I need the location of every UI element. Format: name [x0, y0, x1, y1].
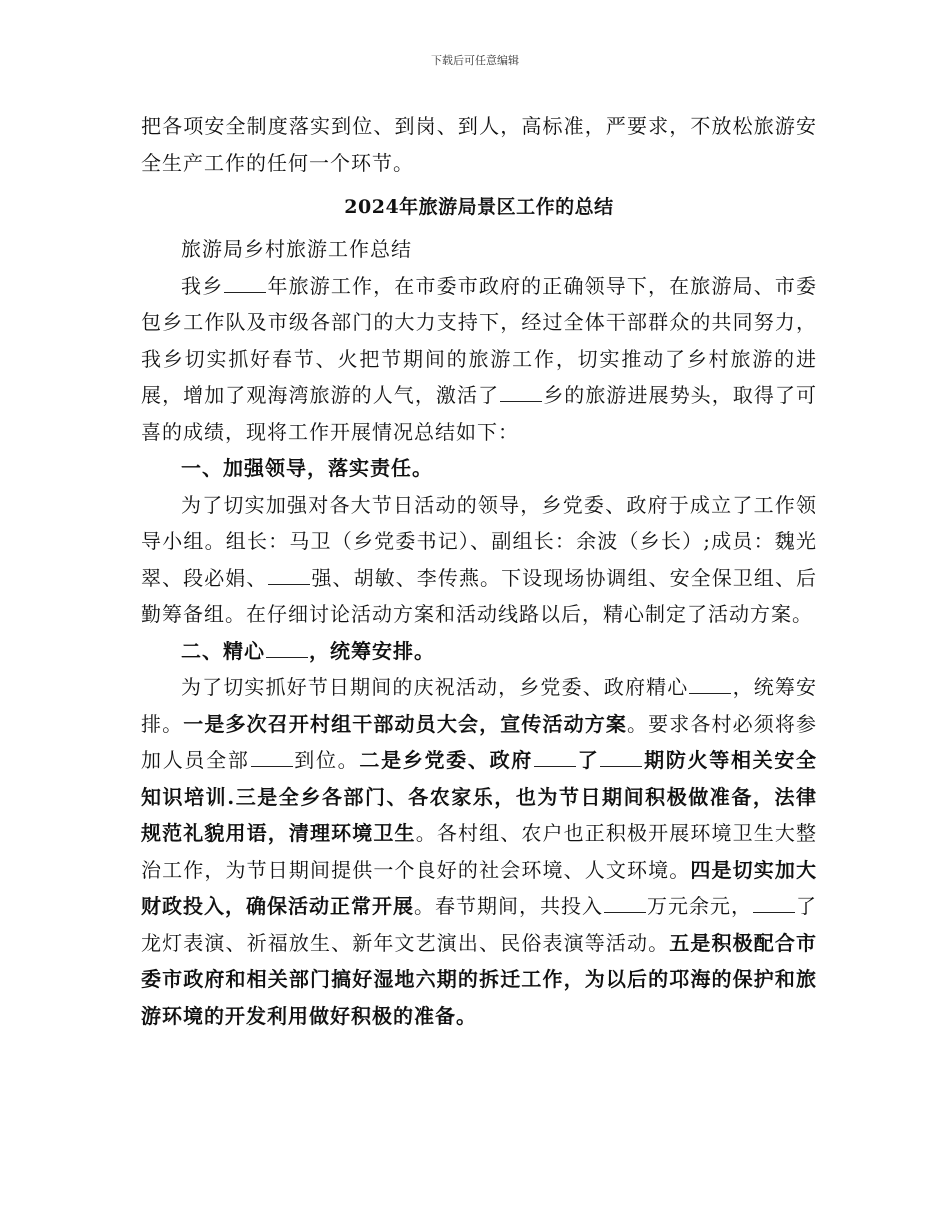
- section2-paragraph: [141, 669, 817, 1034]
- section2-text-1: 为了切实抓好节日期间的庆祝活动，乡党委、政府精心: [181, 675, 689, 699]
- section2-text-4: 。要求各村必须将参加人员全部: [141, 711, 818, 772]
- opening-text-c: 乡的旅游进展势头，取得了可喜的成绩，现将工作开展情况总结如下：: [141, 383, 818, 444]
- section2-heading-b: ，统筹安排。: [309, 638, 435, 663]
- document-body: [141, 108, 817, 1034]
- fill-blank: [224, 274, 266, 293]
- section1-text-b: 强、胡敏、李传燕。下设现场协调组、安全保卫组、后勤筹备组。在仔细讨论活动方案和活动线路以后，精心制定了活动方案。: [141, 565, 818, 626]
- section2-point-2a: 二是乡党委、政府: [359, 748, 533, 772]
- section2-text-9: 。各村组、农户也正积极开展环境卫生大整治工作，为节日期间提供一个良好的社会环境、人文环境。: [141, 821, 818, 882]
- section1-text-a: 为了切实加强对各大节日活动的领导，乡党委、政府于成立了工作领导小组。组长：马卫（乡党委书记）、副组长：余波（乡长）;成员：魏光翠、段必娟、: [141, 492, 817, 590]
- opening-paragraph: [141, 268, 817, 451]
- fill-blank: [251, 748, 293, 767]
- section2-text-12: 万元余元，: [647, 894, 752, 918]
- opening-text-a: 我乡: [181, 273, 224, 298]
- section2-text-11: 。春节期间，共投入: [414, 894, 603, 918]
- document-title: 2024年旅游局景区工作的总结: [344, 196, 614, 218]
- section2-point-2b: 了: [577, 748, 600, 772]
- page-header-note: 下载后可任意编辑: [431, 54, 519, 67]
- fill-blank: [266, 639, 308, 658]
- section1-paragraph: [141, 487, 817, 633]
- intro-paragraph: 把各项安全制度落实到位、到岗、到人，高标准，严要求，不放松旅游安全生产工作的任何一个环节。: [141, 114, 817, 175]
- fill-blank: [500, 383, 542, 402]
- section2-text-5: 到位。: [293, 748, 360, 772]
- fill-blank: [604, 894, 646, 913]
- fill-blank: [268, 566, 310, 585]
- document-subtitle: 旅游局乡村旅游工作总结: [181, 237, 412, 261]
- section-heading-1: 一、加强领导，落实责任。: [181, 456, 433, 480]
- section2-heading-a: 二、精心: [181, 638, 265, 663]
- fill-blank: [534, 748, 576, 767]
- section2-text-2: ，统筹安排。: [141, 675, 818, 736]
- section2-point-2c: 期防火等相关安全知识培训.三是全乡各部门、各农家乐，也为节日期间积极做准备，法律规范礼貌用语，清理环境卫生: [141, 748, 818, 845]
- section2-point-4: 四是切实加大财政投入，确保活动正常开展: [141, 857, 818, 918]
- opening-text-b: 年旅游工作，在市委市政府的正确领导下，在旅游局、市委包乡工作队及市级各部门的大力支持下，经过全体干部群众的共同努力，我乡切实抓好春节、火把节期间的旅游工作，切实推动了乡村旅游的进展，增加了观海湾旅游的人气，激活了: [141, 273, 818, 407]
- fill-blank: [600, 748, 642, 767]
- fill-blank: [753, 894, 795, 913]
- section-heading-2: [141, 633, 817, 670]
- fill-blank: [689, 675, 731, 694]
- section2-point-5: 五是积极配合市委市政府和相关部门搞好湿地六期的拆迁工作，为以后的邛海的保护和旅游环境的开发利用做好积极的准备。: [141, 930, 818, 1028]
- section2-text-13: 了龙灯表演、祈福放生、新年文艺演出、民俗表演等活动。: [141, 894, 817, 955]
- section2-point-1: 一是多次召开村组干部动员大会，宣传活动方案: [183, 711, 627, 736]
